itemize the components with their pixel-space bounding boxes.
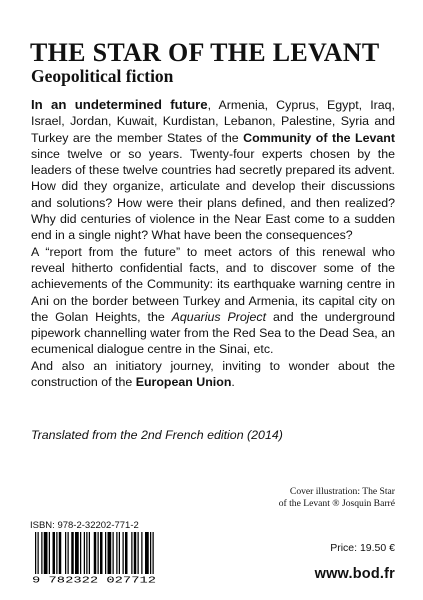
blurb-emphasis: European Union	[135, 375, 232, 390]
blurb-lead: In an undetermined future	[31, 97, 208, 112]
blurb-paragraph-2	[31, 244, 395, 358]
barcode-bar	[80, 532, 81, 574]
blurb-text: .	[231, 375, 235, 390]
translation-note: Translated from the 2nd French edition (2014)	[31, 428, 283, 442]
price: Price: 19.50 €	[330, 542, 395, 554]
barcode-bar	[119, 532, 120, 574]
barcode	[30, 532, 158, 584]
barcode-bar	[75, 532, 79, 574]
barcode-bar	[125, 532, 128, 574]
barcode-bar	[153, 532, 154, 579]
barcode-bar	[56, 532, 57, 574]
blurb-text: and the underground pipework channelling water from the Red Sea to the Dead Sea, an ecumenical dialogue centre in the Sinai, etc.	[31, 309, 395, 357]
blurb-text: since twelve or so years. Twenty-four experts chosen by the leaders of these twelve countries had secretly prepared its advent. How did they organize, articulate and develop their discussions and solutions? How were their plans defined, and then realized? Why did centuries of violence in the Near East come to a sudden end in a single night? What have been the consequences?	[31, 146, 395, 243]
barcode-bar	[131, 532, 132, 574]
blurb-italic: Aquarius Project	[171, 309, 267, 324]
barcode-bar	[100, 532, 103, 574]
barcode-bar	[86, 532, 87, 574]
cover-credit	[215, 486, 395, 510]
barcode-bar	[138, 532, 139, 574]
blurb-text: And also an initiatory journey, inviting to wonder about the construction of the	[31, 358, 395, 390]
barcode-bar	[134, 532, 137, 574]
cover-credit-line: Cover illustration: The Star	[289, 486, 395, 497]
barcode-bar	[105, 532, 106, 574]
barcode-bar	[98, 532, 99, 579]
barcode-bar	[141, 532, 142, 574]
barcode-digits: 9 782322 027712	[32, 574, 157, 584]
isbn-label: ISBN: 978-2-32202-771-2	[30, 520, 139, 531]
barcode-bars	[35, 532, 154, 579]
barcode-bar	[49, 532, 50, 574]
barcode-bar	[116, 532, 117, 574]
barcode-bar	[123, 532, 124, 574]
blurb-paragraph-3	[31, 358, 395, 391]
barcode-bar	[38, 532, 39, 579]
barcode-bar	[59, 532, 62, 574]
barcode-bar	[65, 532, 66, 574]
barcode-bar	[108, 532, 112, 574]
cover-credit-line: of the Levant ® Josquin Barré	[278, 498, 395, 509]
blurb-text: , Armenia, Cyprus, Egypt, Iraq, Israel, Jordan, Kuwait, Kurdistan, Lebanon, Palestine, Syria and Turkey are the member States of the	[31, 98, 395, 145]
blurb-paragraph-1	[31, 97, 395, 244]
barcode-bar	[150, 532, 151, 574]
barcode-bar	[35, 532, 36, 579]
barcode-bar	[113, 532, 114, 574]
blurb-text: A “report from the future” to meet actors of this renewal who reveal hitherto confidential facts, and to discover some of the achievements of the Community: its earthquake warning centre in Ani on the border between Turkey and Armenia, its capital city on the Golan Heights, the	[31, 244, 395, 324]
barcode-bar	[71, 532, 74, 574]
barcode-bar	[44, 532, 48, 574]
barcode-bar	[94, 532, 97, 579]
barcode-bar	[89, 532, 90, 574]
barcode-bar	[53, 532, 56, 574]
barcode-bar	[41, 532, 42, 574]
barcode-bar	[68, 532, 69, 574]
barcode-bar	[145, 532, 149, 574]
blurb	[31, 97, 395, 390]
book-title: THE STAR OF THE LEVANT	[30, 38, 380, 67]
book-subtitle: Geopolitical fiction	[31, 66, 174, 86]
barcode-bar	[84, 532, 85, 574]
blurb-emphasis: Community of the Levant	[243, 130, 395, 145]
publisher-url: www.bod.fr	[314, 566, 395, 582]
